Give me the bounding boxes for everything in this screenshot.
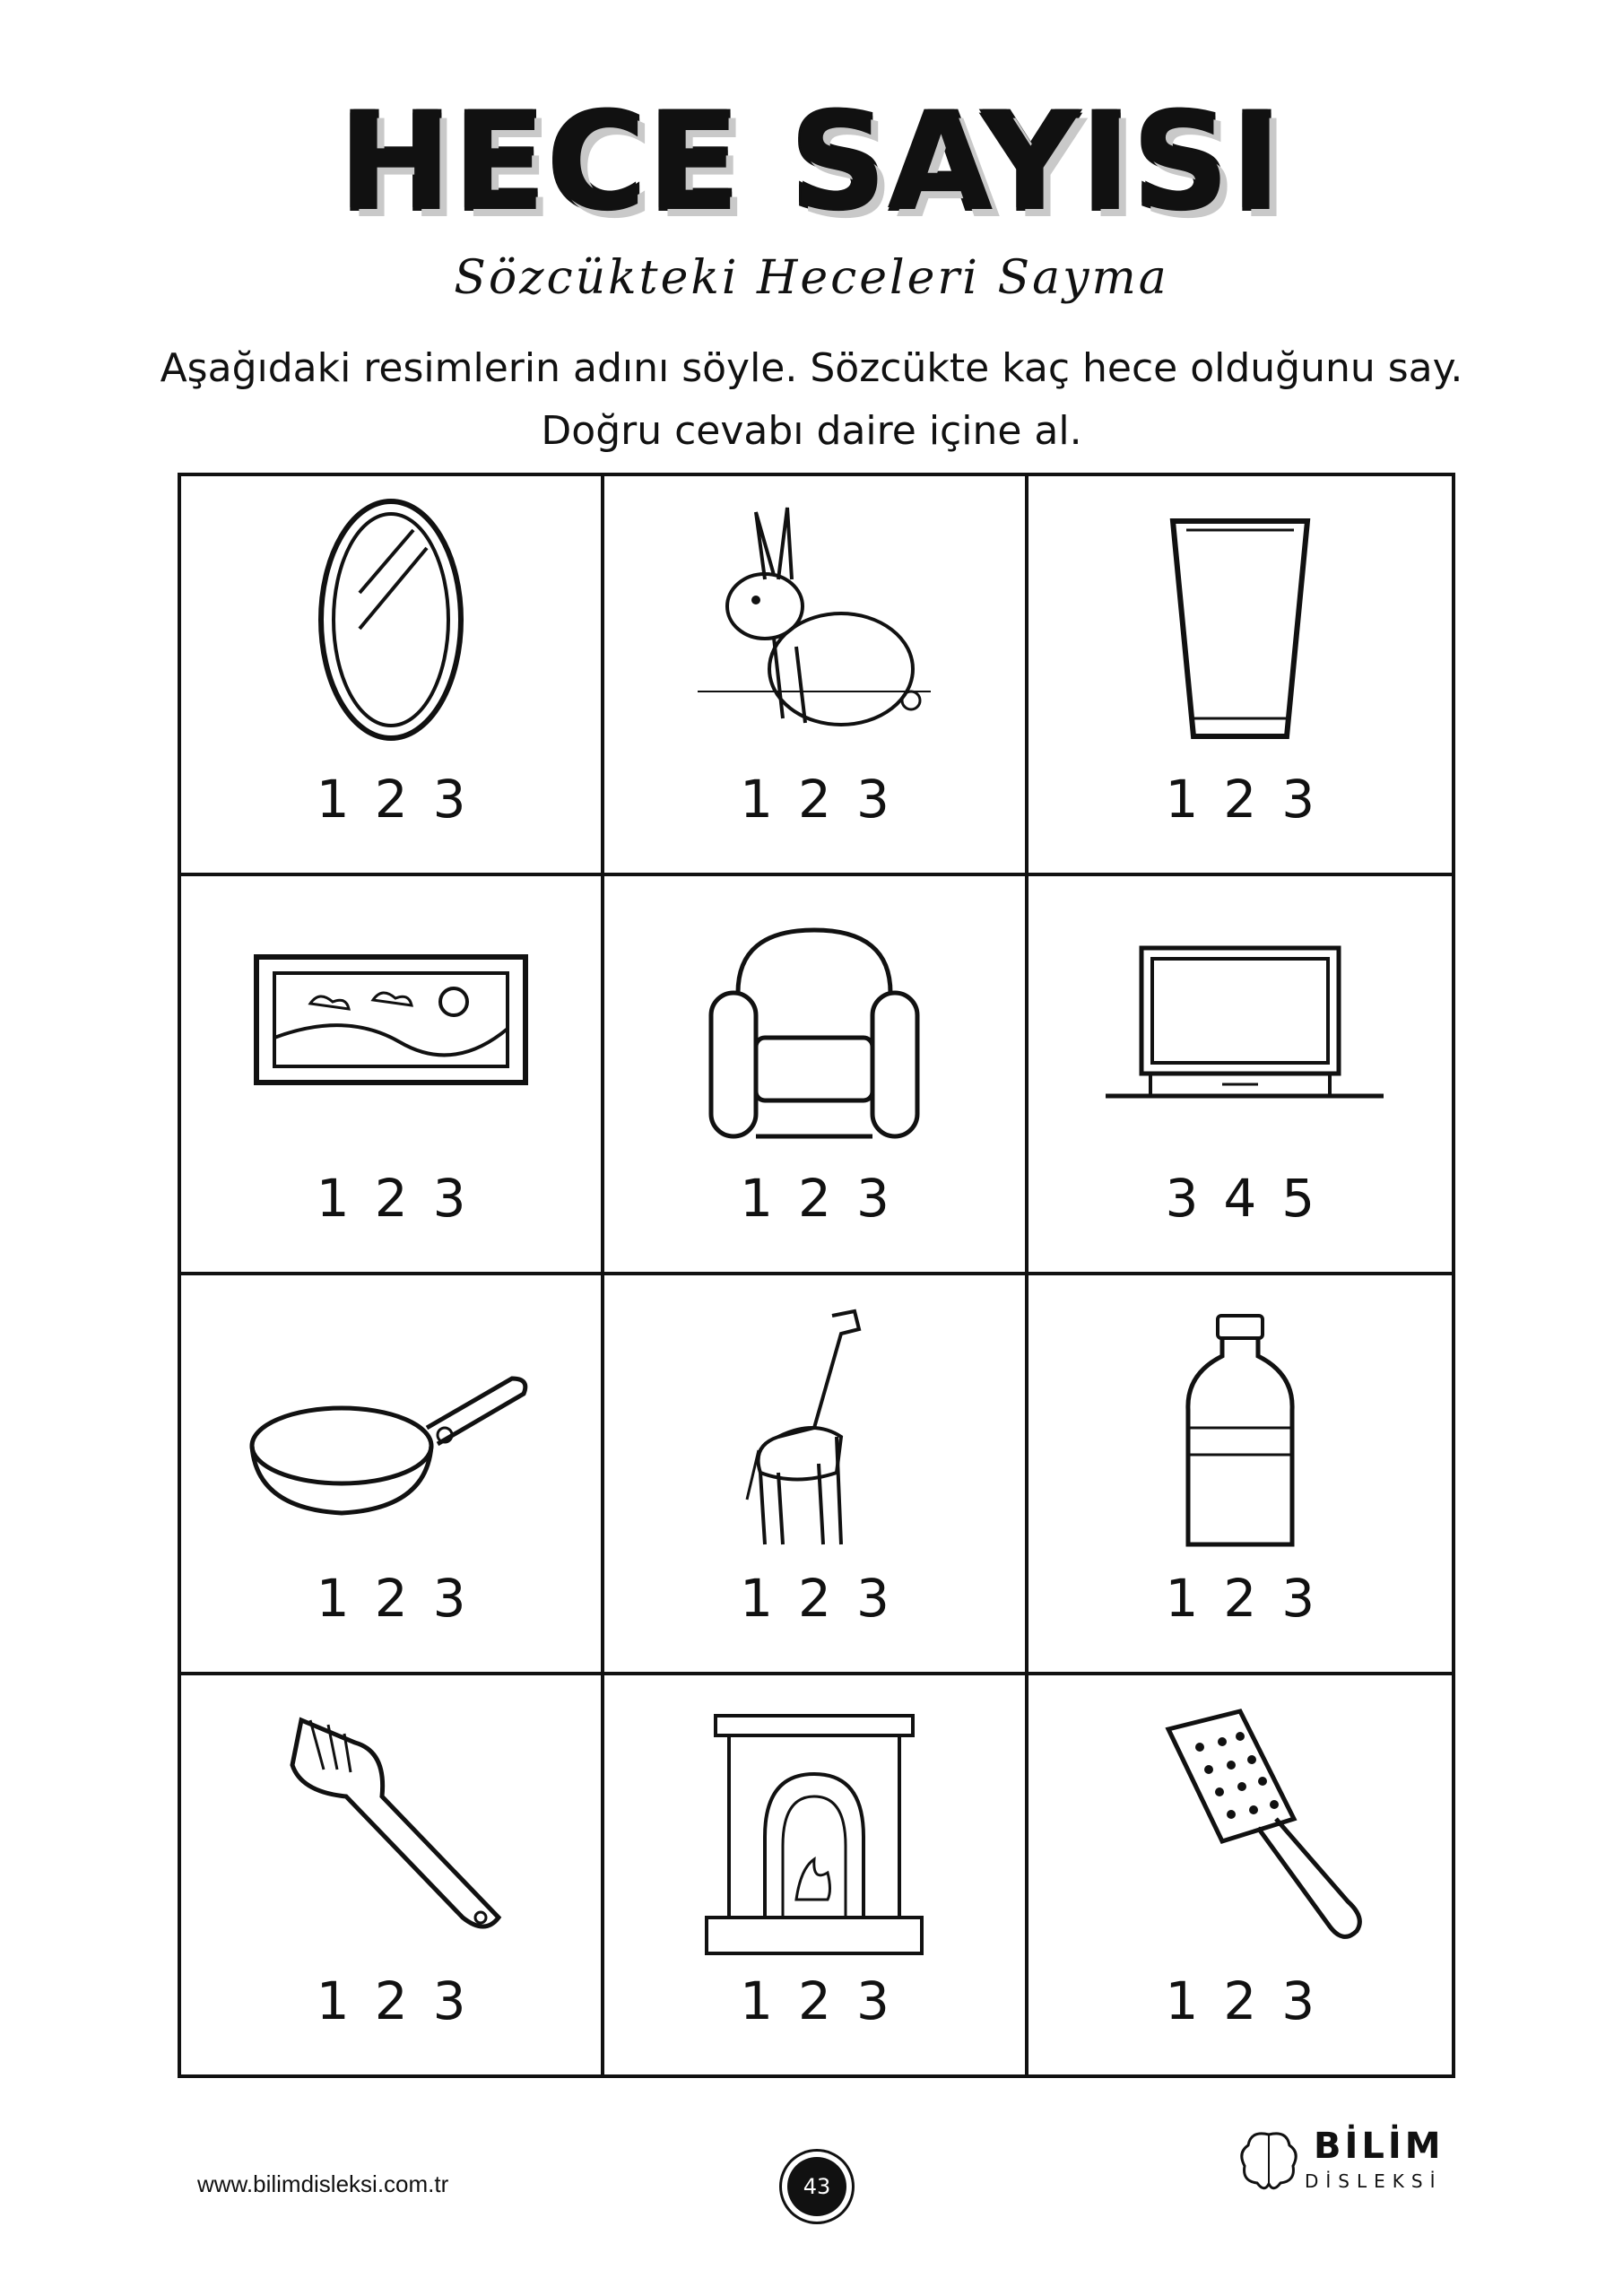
exercise-cell-5 — [604, 876, 1028, 1276]
option-2[interactable]: 2 — [798, 1567, 831, 1629]
option-1[interactable]: 1 — [1165, 768, 1199, 830]
exercise-grid — [178, 473, 1455, 2078]
option-2[interactable]: 2 — [798, 768, 831, 830]
page-subtitle: Sözcükteki Heceleri Sayma — [454, 251, 1169, 305]
option-3[interactable]: 3 — [855, 1567, 890, 1629]
exercise-cell-3 — [1028, 476, 1452, 876]
giraffe-icon — [662, 1293, 967, 1562]
page-number: 43 — [787, 2157, 846, 2216]
option-1[interactable]: 1 — [1165, 1970, 1199, 2031]
exercise-cell-4 — [181, 876, 604, 1276]
option-2[interactable]: 2 — [374, 1168, 408, 1229]
exercise-cell-6 — [1028, 876, 1452, 1276]
logo-name: BİLİM — [1314, 2126, 1445, 2167]
painting-icon — [239, 894, 543, 1163]
option-3[interactable]: 3 — [855, 1970, 890, 2031]
option-1[interactable]: 1 — [316, 768, 350, 830]
exercise-cell-7 — [181, 1275, 604, 1675]
option-1[interactable]: 1 — [740, 1970, 774, 2031]
option-1[interactable]: 1 — [1165, 1567, 1199, 1629]
bottle-icon — [1088, 1293, 1393, 1562]
option-2[interactable]: 2 — [374, 1970, 408, 2031]
option-3[interactable]: 3 — [432, 1970, 466, 2031]
armchair-icon — [662, 894, 967, 1163]
rabbit-icon — [662, 494, 967, 763]
option-2[interactable]: 2 — [798, 1970, 831, 2031]
instruction-line-2: Doğru cevabı daire içine al. — [541, 408, 1082, 454]
option-1[interactable]: 1 — [316, 1970, 350, 2031]
exercise-cell-9 — [1028, 1275, 1452, 1675]
exercise-cell-10 — [181, 1675, 604, 2075]
page-title: HECE SAYISI — [339, 85, 1284, 241]
option-1[interactable]: 1 — [740, 1168, 774, 1229]
option-3[interactable]: 3 — [432, 1168, 466, 1229]
exercise-cell-2 — [604, 476, 1028, 876]
option-2[interactable]: 2 — [1223, 1567, 1257, 1629]
exercise-cell-8 — [604, 1275, 1028, 1675]
website-url[interactable]: www.bilimdisleksi.com.tr — [197, 2170, 449, 2197]
option-3[interactable]: 3 — [1281, 1970, 1315, 2031]
grater-icon — [1088, 1693, 1393, 1962]
fireplace-icon — [662, 1693, 967, 1962]
option-1[interactable]: 1 — [740, 1567, 774, 1629]
option-3[interactable]: 3 — [855, 768, 890, 830]
exercise-cell-1 — [181, 476, 604, 876]
option-2[interactable]: 4 — [1223, 1168, 1257, 1229]
exercise-cell-11 — [604, 1675, 1028, 2075]
instruction-line-1: Aşağıdaki resimlerin adını söyle. Sözcükte kaç hece olduğunu say. — [160, 345, 1463, 391]
option-2[interactable]: 2 — [798, 1168, 831, 1229]
fork-icon — [239, 1693, 543, 1962]
option-3[interactable]: 3 — [1281, 1567, 1315, 1629]
option-3[interactable]: 3 — [1281, 768, 1315, 830]
option-1[interactable]: 1 — [316, 1567, 350, 1629]
logo-subtitle: DİSLEKSİ — [1305, 2170, 1443, 2192]
option-2[interactable]: 2 — [1223, 768, 1257, 830]
brand-logo — [1237, 2117, 1453, 2206]
option-1[interactable]: 3 — [1165, 1168, 1199, 1229]
option-3[interactable]: 3 — [855, 1168, 890, 1229]
glass-icon — [1088, 494, 1393, 763]
mirror-icon — [239, 494, 543, 763]
exercise-cell-12 — [1028, 1675, 1452, 2075]
option-1[interactable]: 1 — [740, 768, 774, 830]
brain-icon — [1237, 2126, 1300, 2197]
option-3[interactable]: 3 — [432, 1567, 466, 1629]
option-2[interactable]: 2 — [374, 768, 408, 830]
option-3[interactable]: 5 — [1281, 1168, 1315, 1229]
option-2[interactable]: 2 — [1223, 1970, 1257, 2031]
pan-icon — [239, 1293, 543, 1562]
television-icon — [1088, 894, 1393, 1163]
option-1[interactable]: 1 — [316, 1168, 350, 1229]
option-2[interactable]: 2 — [374, 1567, 408, 1629]
option-3[interactable]: 3 — [432, 768, 466, 830]
